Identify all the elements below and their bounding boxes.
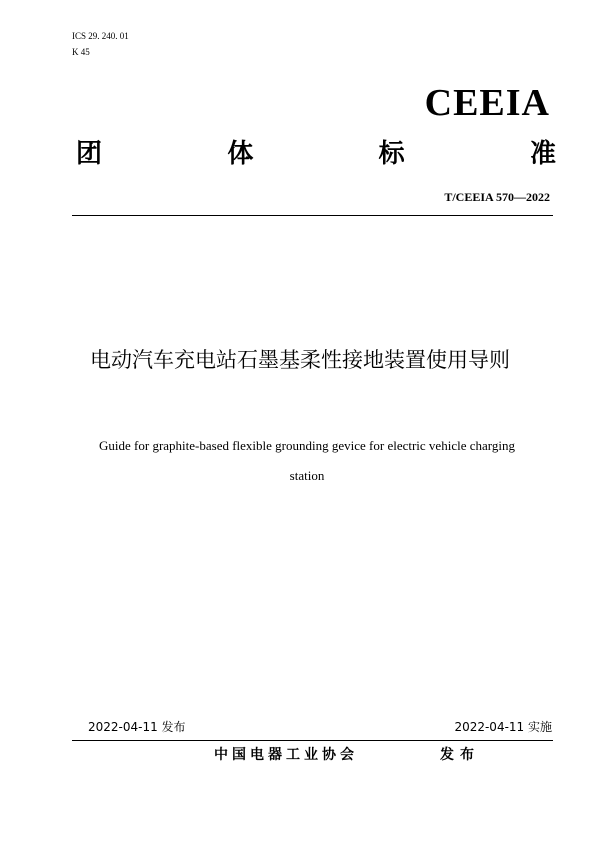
brand-logo-text: CEEIA	[424, 82, 550, 124]
classification-code: K 45	[72, 47, 90, 57]
publisher-name: 中国电器工业协会	[214, 747, 358, 763]
top-divider	[72, 215, 553, 216]
standard-type-heading	[76, 136, 556, 172]
ics-code: ICS 29. 240. 01	[72, 31, 129, 41]
document-title-en-line2: station	[289, 468, 325, 483]
standard-type-char: 团	[76, 139, 103, 169]
issue-date: 2022-04-11 发布	[88, 720, 186, 734]
document-title-cn: 电动汽车充电站石墨基柔性接地装置使用导则	[90, 348, 510, 372]
publish-label: 发布	[440, 747, 480, 763]
implementation-date: 2022-04-11 实施	[454, 720, 552, 734]
standard-type-char: 标	[378, 139, 405, 169]
standard-number: T/CEEIA 570—2022	[444, 190, 550, 204]
bottom-divider	[72, 740, 553, 741]
standard-type-char: 准	[529, 139, 556, 169]
standard-type-char: 体	[227, 139, 254, 169]
document-title-en-line1: Guide for graphite-based flexible grounding gevice for electric vehicle charging	[99, 438, 515, 453]
